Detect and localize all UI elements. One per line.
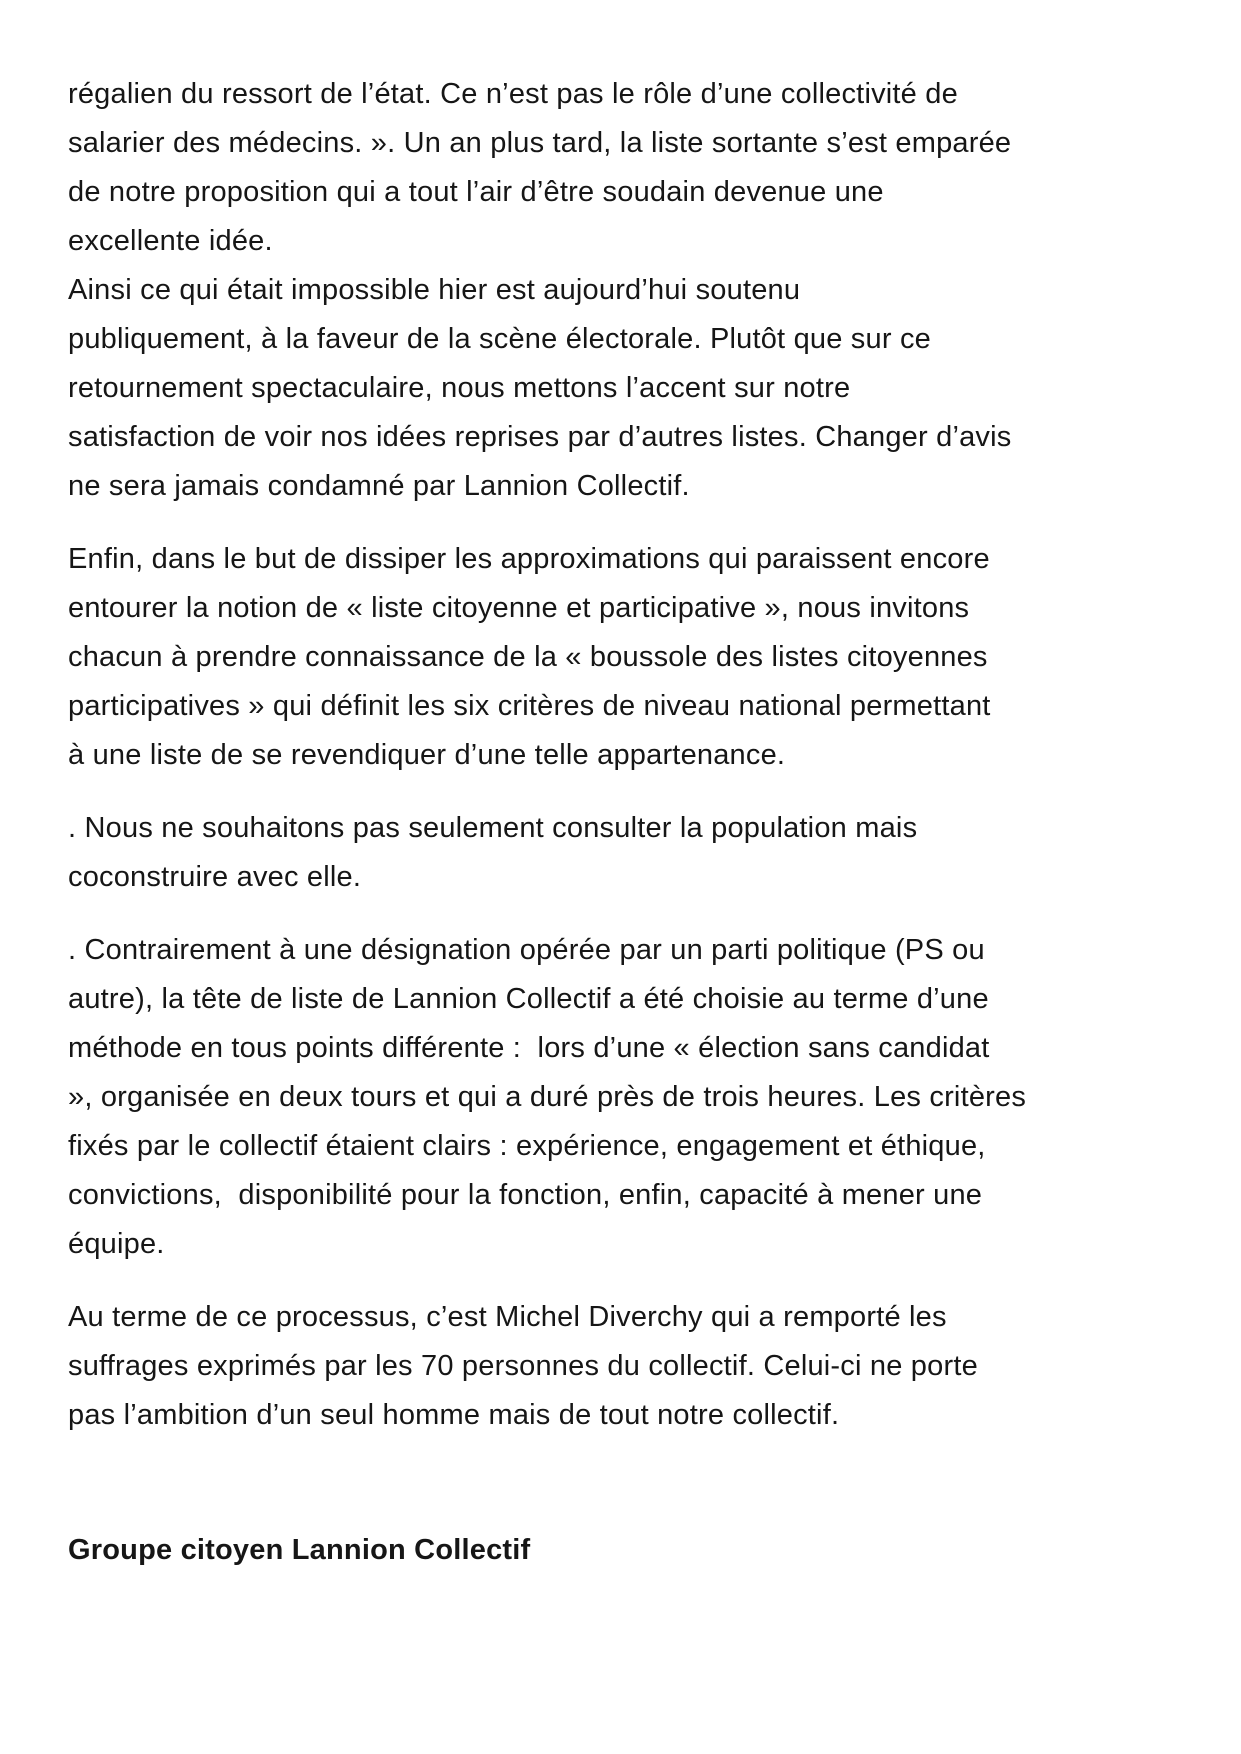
text-line: salarier des médecins. ». Un an plus tard, la liste sortante s’est emparée [68,127,1012,159]
signature-paragraph [68,1526,1181,1575]
text-line: chacun à prendre connaissance de la « boussole des listes citoyennes [68,641,988,673]
text-line: excellente idée. [68,225,273,257]
text-line: convictions, disponibilité pour la fonction, enfin, capacité à mener une [68,1179,983,1211]
text-line: pas l’ambition d’un seul homme mais de tout notre collectif. [68,1399,840,1431]
paragraph [68,1293,1181,1440]
text-line: . Nous ne souhaitons pas seulement consulter la population mais [68,812,918,844]
text-line: », organisée en deux tours et qui a duré près de trois heures. Les critères [68,1081,1027,1113]
text-line: . Contrairement à une désignation opérée par un parti politique (PS ou [68,934,985,966]
text-line: satisfaction de voir nos idées reprises par d’autres listes. Changer d’avis [68,421,1012,453]
paragraph [68,70,1181,511]
text-line: retournement spectaculaire, nous mettons l’accent sur notre [68,372,851,404]
paragraph [68,804,1181,902]
text-line: équipe. [68,1228,165,1260]
text-line: suffrages exprimés par les 70 personnes du collectif. Celui-ci ne porte [68,1350,978,1382]
text-line: méthode en tous points différente : lors d’une « élection sans candidat [68,1032,990,1064]
text-line: de notre proposition qui a tout l’air d’être soudain devenue une [68,176,884,208]
text-line: autre), la tête de liste de Lannion Collectif a été choisie au terme d’une [68,983,989,1015]
text-line: régalien du ressort de l’état. Ce n’est pas le rôle d’une collectivité de [68,78,958,110]
text-line: coconstruire avec elle. [68,861,362,893]
text-line: ne sera jamais condamné par Lannion Collectif. [68,470,690,502]
text-line: Groupe citoyen Lannion Collectif [68,1534,531,1566]
paragraph [68,535,1181,780]
text-line: entourer la notion de « liste citoyenne et participative », nous invitons [68,592,970,624]
text-line: publiquement, à la faveur de la scène électorale. Plutôt que sur ce [68,323,931,355]
text-line: Enfin, dans le but de dissiper les approximations qui paraissent encore [68,543,990,575]
text-line: Au terme de ce processus, c’est Michel Diverchy qui a remporté les [68,1301,947,1333]
text-line: fixés par le collectif étaient clairs : expérience, engagement et éthique, [68,1130,986,1162]
paragraph [68,926,1181,1269]
text-line: participatives » qui définit les six critères de niveau national permettant [68,690,991,722]
text-line: à une liste de se revendiquer d’une telle appartenance. [68,739,786,771]
text-line: Ainsi ce qui était impossible hier est aujourd’hui soutenu [68,274,801,306]
